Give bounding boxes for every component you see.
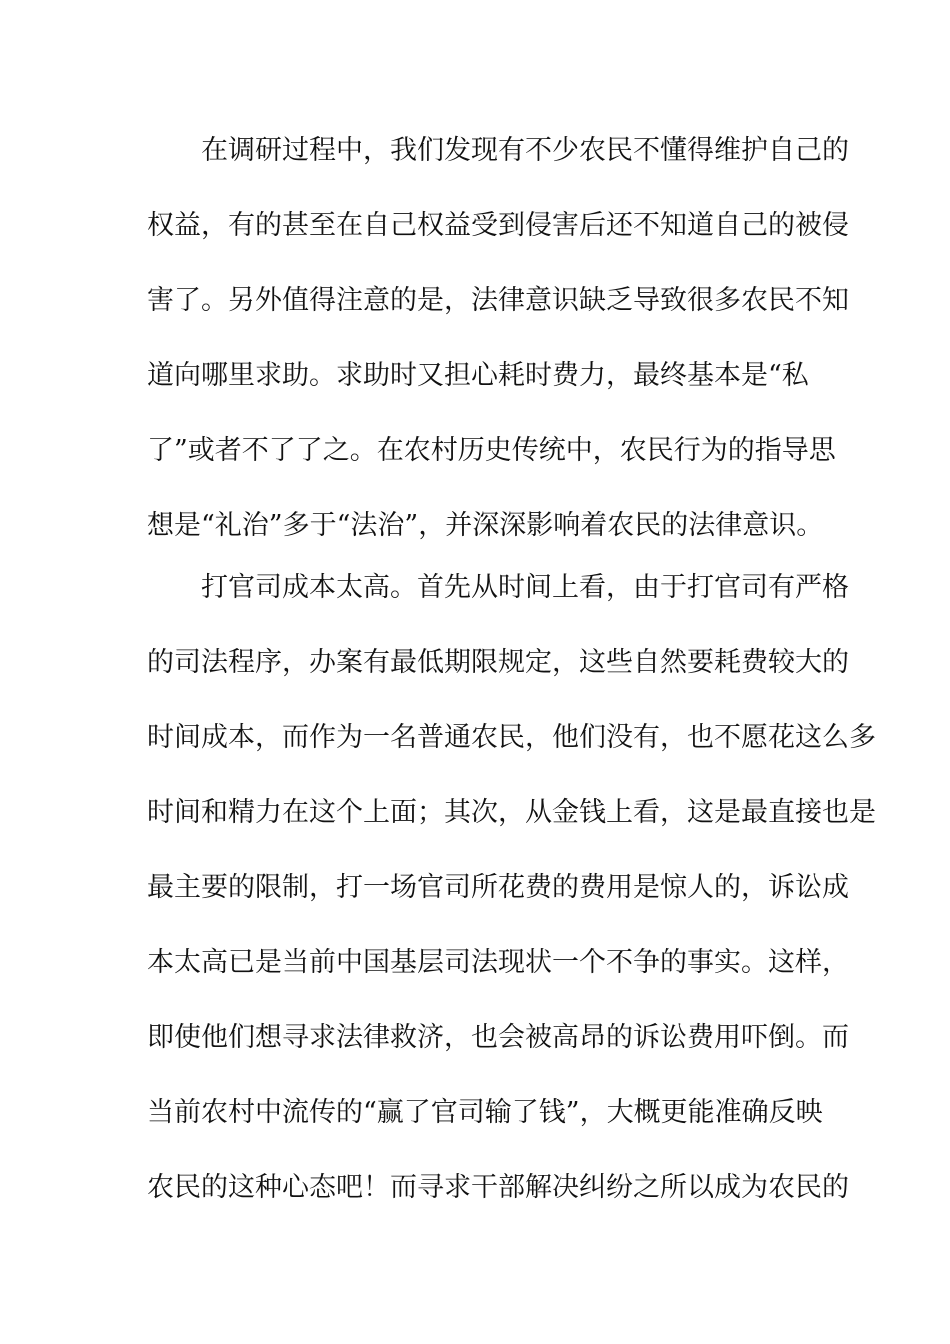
paragraph-2-line-2: 的司法程序，办案有最低期限规定，这些自然要耗费较大的 xyxy=(147,647,849,678)
paragraph-1-line-4: 道向哪里求助。求助时又担心耗时费力，最终基本是“私 xyxy=(147,360,809,391)
paragraph-2-line-7: 即使他们想寻求法律救济，也会被高昂的诉讼费用吓倒。而 xyxy=(147,1022,849,1053)
paragraph-1-line-2: 权益，有的甚至在自己权益受到侵害后还不知道自己的被侵 xyxy=(147,210,849,241)
paragraph-2-line-6: 本太高已是当前中国基层司法现状一个不争的事实。这样， xyxy=(147,947,849,978)
paragraph-2-line-4: 时间和精力在这个上面；其次，从金钱上看，这是最直接也是 xyxy=(147,797,876,828)
paragraph-1-line-5: 了”或者不了了之。在农村历史传统中，农民行为的指导思 xyxy=(147,435,836,466)
paragraph-2-line-5: 最主要的限制，打一场官司所花费的费用是惊人的，诉讼成 xyxy=(147,872,849,903)
paragraph-1-line-6: 想是“礼治”多于“法治”，并深深影响着农民的法律意识。 xyxy=(147,510,824,541)
paragraph-2-line-3: 时间成本，而作为一名普通农民，他们没有，也不愿花这么多 xyxy=(147,722,876,753)
paragraph-2-line-9: 农民的这种心态吧！而寻求干部解决纠纷之所以成为农民的 xyxy=(147,1172,849,1203)
paragraph-2-line-1: 打官司成本太高。首先从时间上看，由于打官司有严格 xyxy=(201,572,849,603)
paragraph-2-line-8: 当前农村中流传的“赢了官司输了钱”，大概更能准确反映 xyxy=(147,1097,823,1128)
paragraph-1-line-3: 害了。另外值得注意的是，法律意识缺乏导致很多农民不知 xyxy=(147,285,849,316)
paragraph-1-line-1: 在调研过程中，我们发现有不少农民不懂得维护自己的 xyxy=(201,135,849,166)
